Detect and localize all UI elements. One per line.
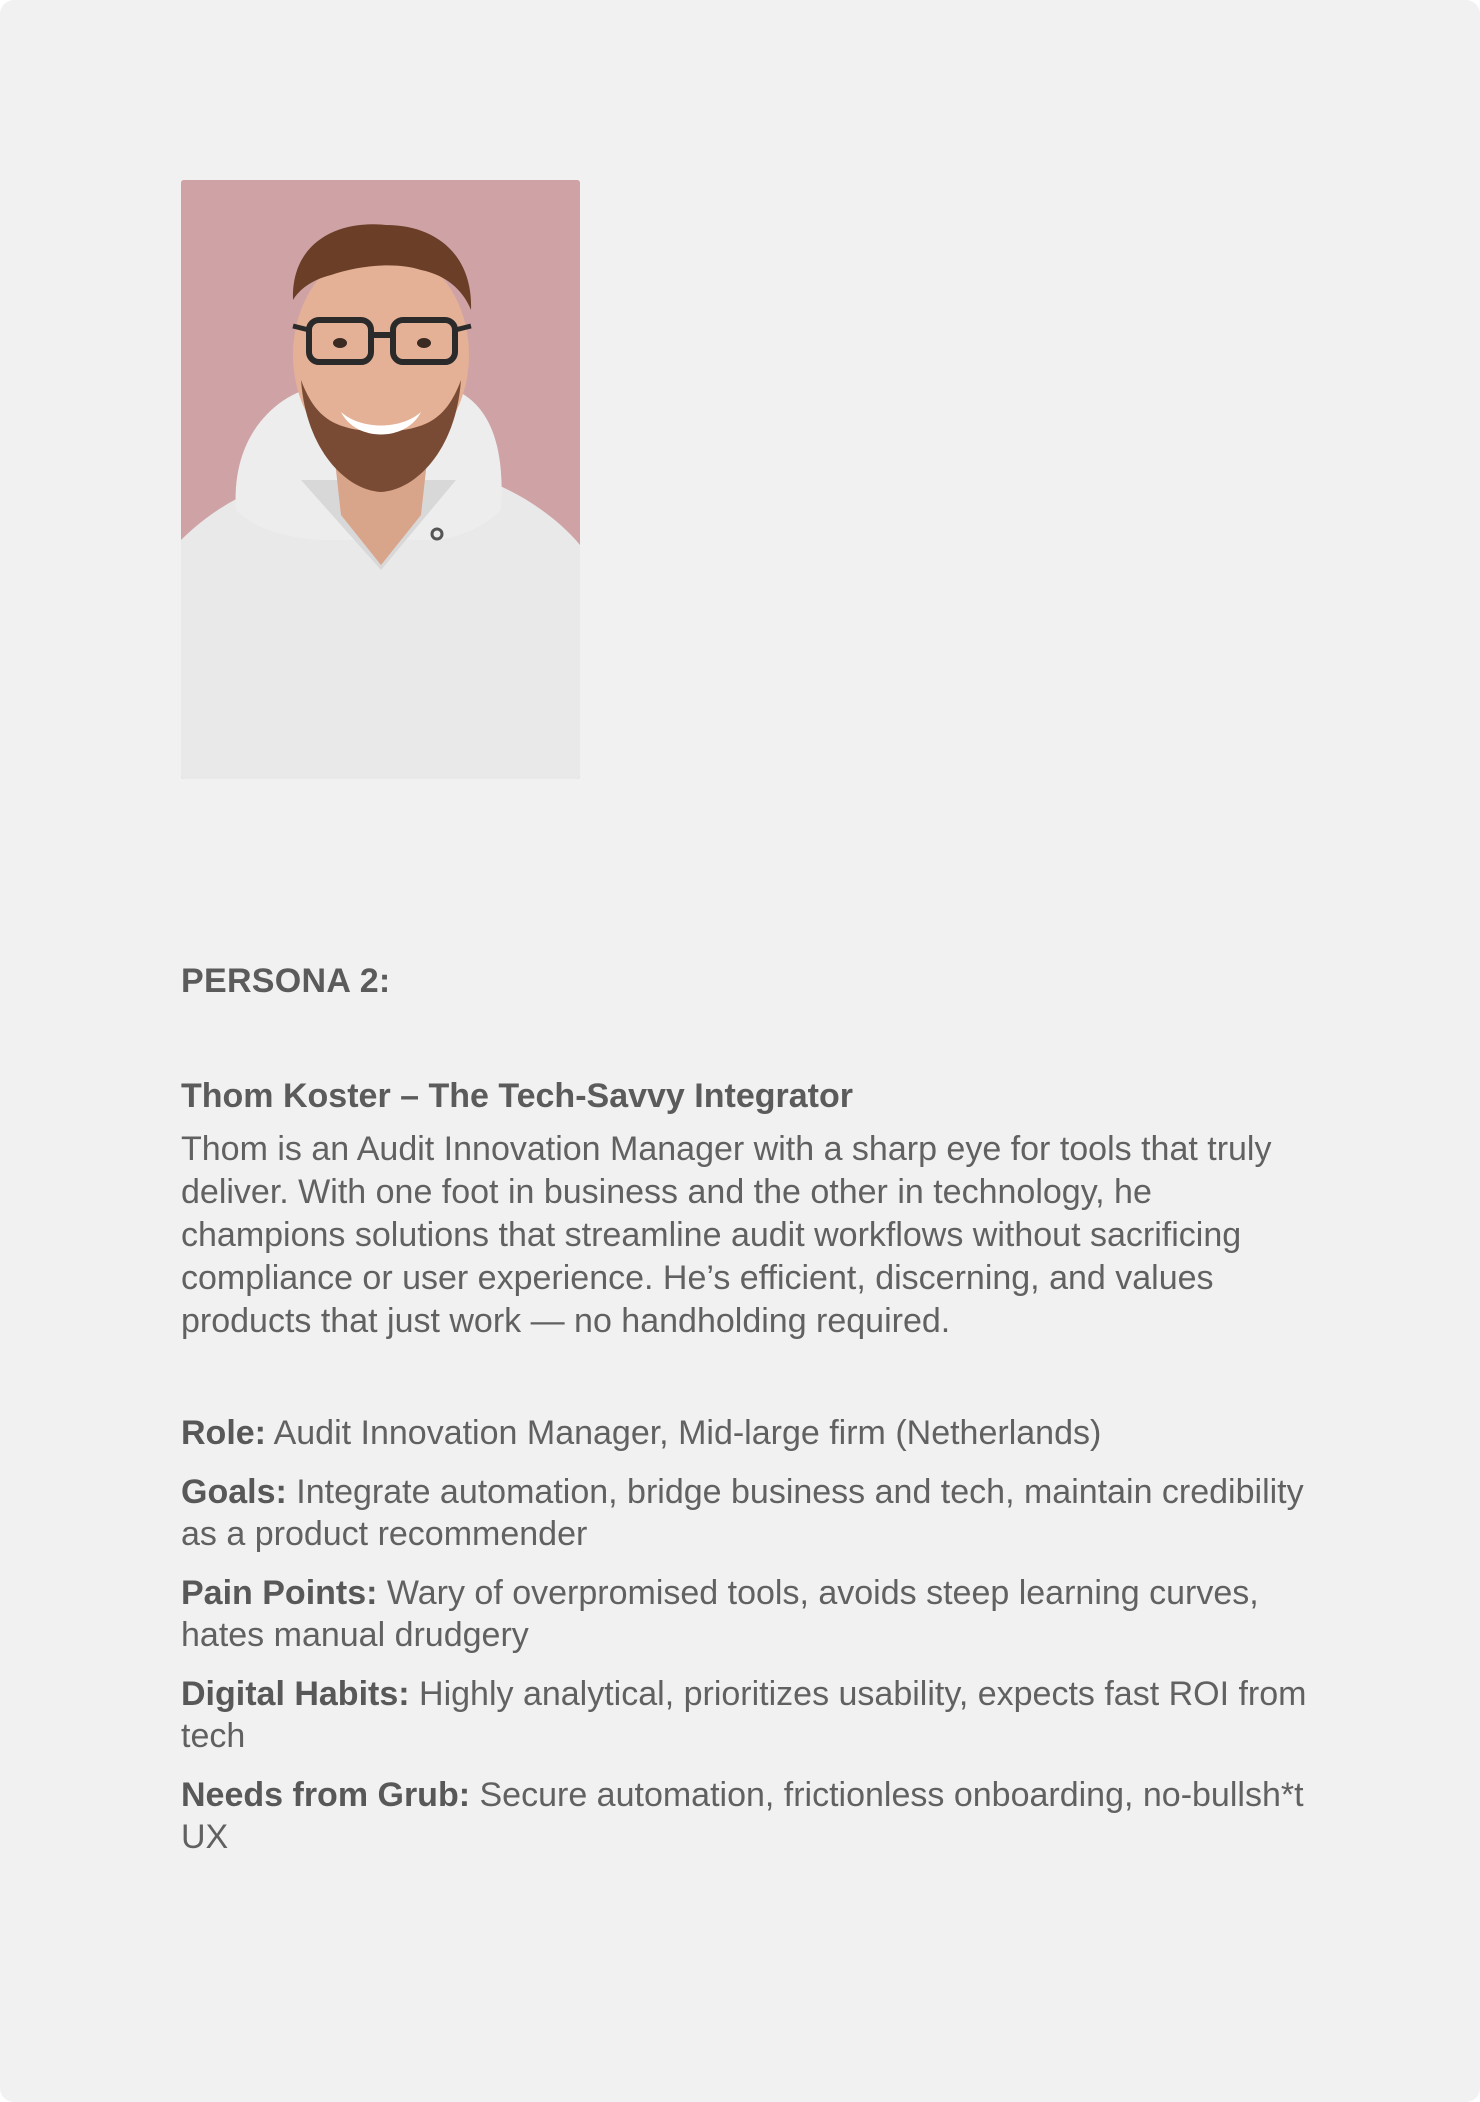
fact-value: Highly analytical, prioritizes usability, expects fast ROI from tech [181,1675,1307,1755]
fact-value: Wary of overpromised tools, avoids steep learning curves, hates manual drudgery [181,1574,1259,1654]
fact-needs [181,1774,1311,1858]
persona-photo [181,180,580,779]
persona-facts [181,1412,1311,1858]
fact-key: Role: [181,1414,266,1452]
fact-value: Audit Innovation Manager, Mid-large firm (Netherlands) [273,1414,1102,1452]
persona-details [181,955,1311,1875]
person-portrait-image [181,180,580,779]
fact-pain-points [181,1572,1311,1656]
persona-bio: Thom is an Audit Innovation Manager with a sharp eye for tools that truly deliver. With one foot in business and the other in technology, he champions solutions that streamline audit workflows without sacrificing compliance or user experience. He’s efficient, discerning, and values products that just work — no handholding required. [181,1130,1272,1340]
persona-label: PERSONA 2: [181,962,391,1000]
fact-key: Needs from Grub: [181,1776,471,1814]
fact-key: Digital Habits: [181,1675,410,1713]
fact-key: Pain Points: [181,1574,378,1612]
fact-value: Integrate automation, bridge business and tech, maintain credibility as a product recommender [181,1473,1304,1553]
fact-key: Goals: [181,1473,287,1511]
fact-goals [181,1471,1311,1555]
persona-name: Thom Koster – The Tech-Savvy Integrator [181,1077,853,1115]
fact-role [181,1412,1311,1454]
fact-value: Secure automation, frictionless onboarding, no-bullsh*t UX [181,1776,1304,1856]
fact-digital-habits [181,1673,1311,1757]
